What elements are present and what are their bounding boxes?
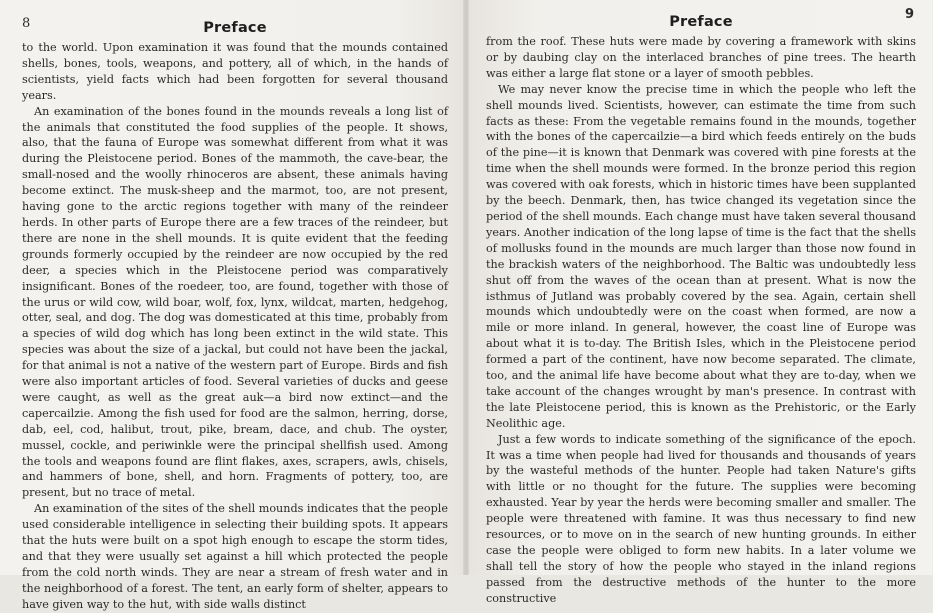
right-page-number: 9	[904, 7, 914, 22]
left-page-title: Preface	[203, 20, 267, 36]
right-page-title: Preface	[669, 14, 733, 30]
left-paragraph-2: An examination of the bones found in the mounds reveals a long list of the animals that constituted the food supplies of the people. It shows, also, that the fauna of Europe was somewhat different from what it was during the Pleistocene period. Bones of the mammoth, the cave-bear, the small-nosed and the woolly rhinoceros are absent, these animals having become extinct. The musk-sheep and the marmot, too, are not present, having gone to the arctic regions together with many of the reindeer herds. In other parts of Europe there are a few traces of the reindeer, but there are none in the shell mounds. It is quite evident that the feeding grounds formerly occupied by the reindeer are now occupied by the red deer, a species which in the Pleistocene period was comparatively insignificant. Bones of the roedeer, too, are found, together with those of the urus or wild cow, wild boar, wolf, fox, lynx, wildcat, marten, hedgehog, otter, seal, and dog. The dog was domesticated at this time, probably from a species of wild dog which has long been extinct in the wild state. This species was about the size of a jackal, but could not have been the jackal, for that animal is not a native of the western part of Europe. Birds and fish were also important articles of food. Several varieties of ducks and geese were caught, as well as the great auk—a bird now extinct—and the capercailzie. Among the fish used for food are the salmon, herring, dorse, dab, eel, cod, halibut, trout, pike, bream, dace, and chub. The oyster, mussel, cockle, and periwinkle were the principal shellfish used. Among the tools and weapons found are flint flakes, axes, scrapers, awls, chisels, and hammers of bone, shell, and horn. Fragments of pottery, too, are present, but no trace of metal.	[22, 104, 448, 500]
left-running-head	[22, 14, 448, 36]
right-paragraph-2: We may never know the precise time in which the people who left the shell mounds lived. Scientists, however, can estimate the time from such facts as these: From the vegetable remains found in the mounds, together with the bones of the capercailzie—a bird which feeds entirely on the buds of the pine—it is known that Denmark was covered with pine forests at the time when the shell mounds were formed. In the bronze period this region was covered with oak forests, which in historic times have been supplanted by the beech. Denmark, then, has twice changed its vegetation since the period of the shell mounds. Each change must have taken several thousand years. Another indication of the long lapse of time is the fact that the shells of mollusks found in the mounds are much larger than those now found in the brackish waters of the neighborhood. The Baltic was undoubtedly less shut off from the waves of the ocean than at present. What is now the isthmus of Jutland was probably covered by the sea. Again, certain shell mounds which undoubtedly were on the coast when formed, are now a mile or more inland. In general, however, the coast line of Europe was about what it is to-day. The British Isles, which in the Pleistocene period formed a part of the continent, have now become separated. The climate, too, and the animal life have become about what they are to-day, when we take account of the changes wrought by man's presence. In contrast with the late Pleistocene period, this is known as the Prehistoric, or the Early Neolithic age.	[486, 82, 916, 430]
right-page	[466, 0, 932, 605]
left-paragraph-3: An examination of the sites of the shell mounds indicates that the people used considerable intelligence in selecting their building spots. It appears that the huts were built on a spot high enough to escape the storm tides, and that they were usually set against a hill which protected the people from the cold north winds. They are near a stream of fresh water and in the neighborhood of a forest. The tent, an early form of shelter, appears to have given way to the hut, with side walls distinct	[22, 502, 448, 611]
right-paragraph-1: from the roof. These huts were made by covering a framework with skins or by daubing clay on the interlaced branches of pine trees. The hearth was either a large flat stone or a layer of smooth pebbles.	[486, 35, 916, 80]
right-page-body	[486, 34, 916, 607]
left-page-body	[22, 40, 448, 613]
left-page	[0, 0, 466, 611]
right-running-head	[486, 8, 916, 30]
left-page-number: 8	[22, 16, 31, 31]
left-paragraph-1: to the world. Upon examination it was found that the mounds contained shells, bones, tools, weapons, and pottery, all of which, in the hands of scientists, yield facts which had been forgotten for several thousand years.	[22, 41, 448, 102]
right-paragraph-3: Just a few words to indicate something of the significance of the epoch. It was a time when people had lived for thousands and thousands of years by the wasteful methods of the hunter. People had taken Nature's gifts with little or no thought for the future. The supplies were becoming exhausted. Year by year the herds were becoming smaller and smaller. The people were threatened with famine. It was thus necessary to find new resources, or to move on in the search of new hunting grounds. In either case the people were obliged to form new habits. In a later volume we shall tell the story of how the people who stayed in the inland regions passed from the destructive methods of the hunter to the more constructive	[486, 432, 916, 605]
